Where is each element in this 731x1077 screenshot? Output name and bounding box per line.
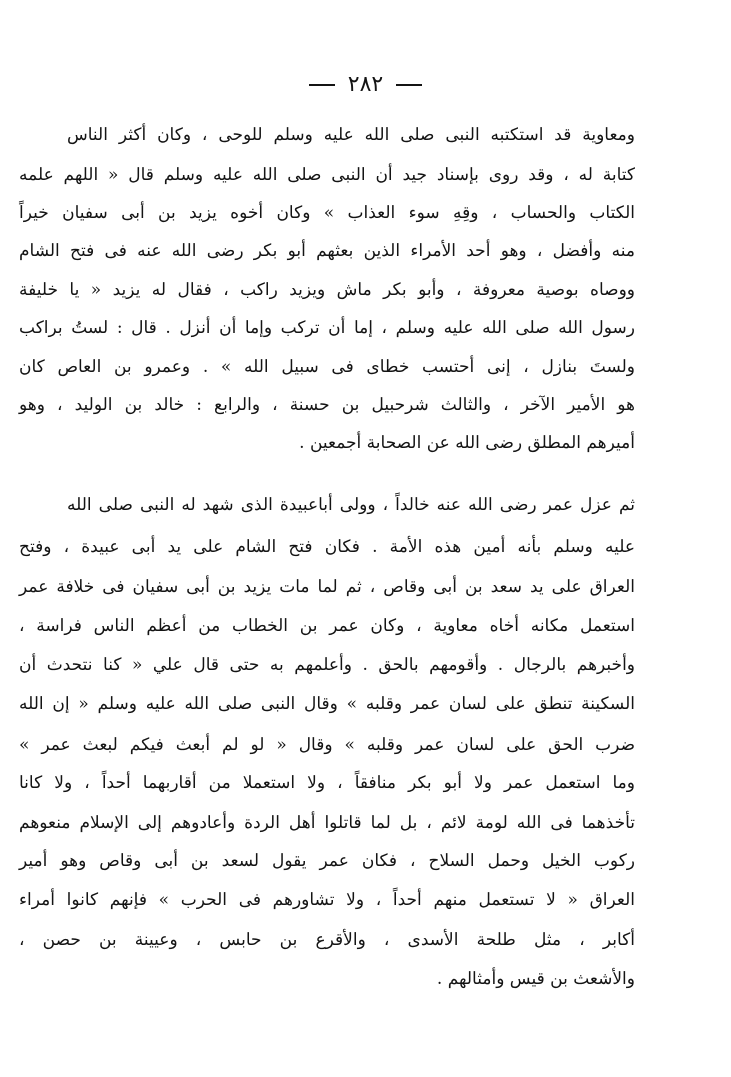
text-line: تأخذهما فى الله لومة لائم ، بل لما قاتلوا أهل الردة وأعادوهم إلى الإسلام منعوهم <box>19 813 635 833</box>
text-line: استعمل مكانه أخاه معاوية ، وكان عمر بن الخطاب من أعظم الناس فراسة ، <box>19 616 635 636</box>
text-line: رسول الله صلى الله عليه وسلم ، إما أن تركب وإما أن أنزل . قال : لستُ براكب <box>19 318 635 338</box>
page-header <box>0 70 731 100</box>
text-line: ركوب الخيل وحمل السلاح ، فكان عمر يقول لسعد بن أبى وقاص وهو أمير <box>19 851 635 871</box>
text-line: ومعاوية قد استكتبه النبى صلى الله عليه وسلم للوحى ، وكان أكثر الناس <box>67 125 635 145</box>
text-line: أكابر ، مثل طلحة الأسدى ، والأقرع بن حابس ، وعيينة بن حصن ، <box>19 930 635 950</box>
text-line: ثم عزل عمر رضى الله عنه خالداً ، وولى أباعبيدة الذى شهد له النبى صلى الله <box>67 495 635 515</box>
text-line: وما استعمل عمر ولا أبو بكر منافقاً ، ولا استعملا من أقاربهما أحداً ، ولا كانا <box>19 773 635 793</box>
text-line: كتابة له ، وقد روى بإسناد جيد أن النبى صلى الله عليه وسلم قال « اللهم علمه <box>19 165 635 185</box>
text-line: وأخبرهم بالرجال . وأقومهم بالحق . وأعلمهم به حتى قال علي « كنا نتحدث أن <box>19 655 635 675</box>
text-line: الكتاب والحساب ، وقِهِ سوء العذاب » وكان أخوه يزيد بن أبى سفيان خيراً <box>19 203 635 223</box>
text-line: ضرب الحق على لسان عمر وقلبه » وقال « لو لم أبعث فيكم لبعث عمر » <box>19 735 635 755</box>
header-dash-right <box>396 84 422 86</box>
text-line: أميرهم المطلق رضى الله عن الصحابة أجمعين . <box>299 433 635 453</box>
header-dash-left <box>309 84 335 86</box>
page-number: ٢٨٢ <box>347 72 384 97</box>
text-line: ووصاه بوصية معروفة ، وأبو بكر ماش ويزيد راكب ، فقال له يزيد « يا خليفة <box>19 280 635 300</box>
text-line: والأشعث بن قيس وأمثالهم . <box>436 969 635 989</box>
text-line: هو الأمير الآخر ، والثالث شرحبيل بن حسنة ، والرابع : خالد بن الوليد ، وهو <box>19 395 635 415</box>
text-line: العراق « لا تستعمل منهم أحداً ، ولا تشاورهم فى الحرب » فإنهم كانوا أمراء <box>19 890 635 910</box>
text-line: منه وأفضل ، وهو أحد الأمراء الذين بعثهم أبو بكر رضى الله عنه فى فتح الشام <box>19 241 635 261</box>
text-line: السكينة تنطق على لسان عمر وقلبه » وقال النبى صلى الله عليه وسلم « إن الله <box>19 694 635 714</box>
text-line: العراق على يد سعد بن أبى وقاص ، ثم لما مات يزيد بن أبى سفيان فى خلافة عمر <box>19 577 635 597</box>
text-line: عليه وسلم بأنه أمين هذه الأمة . فكان فتح الشام على يد أبى عبيدة ، وفتح <box>19 537 635 557</box>
text-line: ولستَ بنازل ، إنى أحتسب خطاى فى سبيل الله » . وعمرو بن العاص كان <box>19 357 635 377</box>
